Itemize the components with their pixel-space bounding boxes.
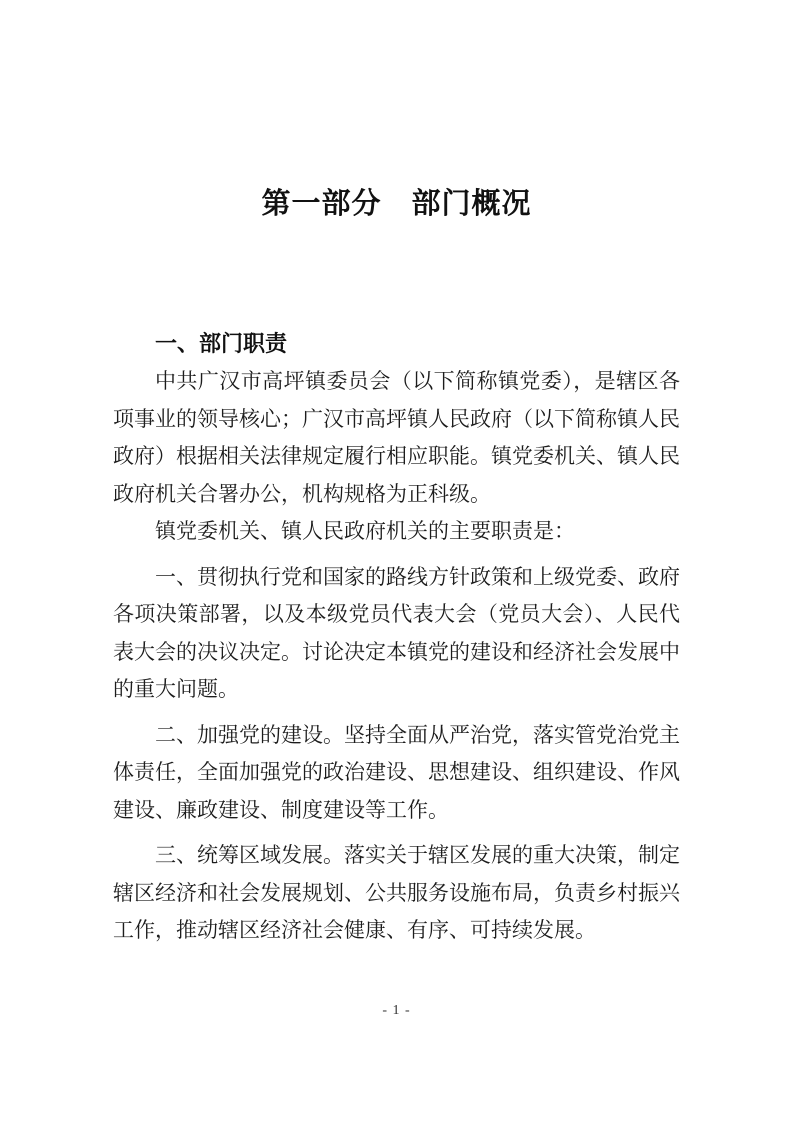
body-paragraph: 二、加强党的建设。坚持全面从严治党，落实管党治党主体责任，全面加强党的政治建设、思想建设、组织建设、作风建设、廉政建设、制度建设等工作。	[113, 722, 680, 822]
body-paragraph: 一、贯彻执行党和国家的路线方针政策和上级党委、政府各项决策部署，以及本级党员代表大会（党员大会）、人民代表大会的决议决定。讨论决定本镇党的建设和经济社会发展中的重大问题。	[113, 564, 680, 701]
page-number: - 1 -	[382, 1003, 411, 1018]
body-paragraph: 三、统筹区域发展。落实关于辖区发展的重大决策，制定辖区经济和社会发展规划、公共服务设施布局，负责乡村振兴工作，推动辖区经济社会健康、有序、可持续发展。	[113, 843, 680, 942]
body-paragraph: 中共广汉市高坪镇委员会（以下简称镇党委），是辖区各项事业的领导核心；广汉市高坪镇人民政府（以下简称镇人民政府）根据相关法律规定履行相应职能。镇党委机关、镇人民政府机关合署办公，机构规格为正科级。	[113, 369, 680, 506]
document-title: 第一部分 部门概况	[261, 188, 532, 220]
section-heading: 一、部门职责	[155, 331, 288, 356]
body-paragraph: 镇党委机关、镇人民政府机关的主要职责是：	[155, 519, 575, 543]
